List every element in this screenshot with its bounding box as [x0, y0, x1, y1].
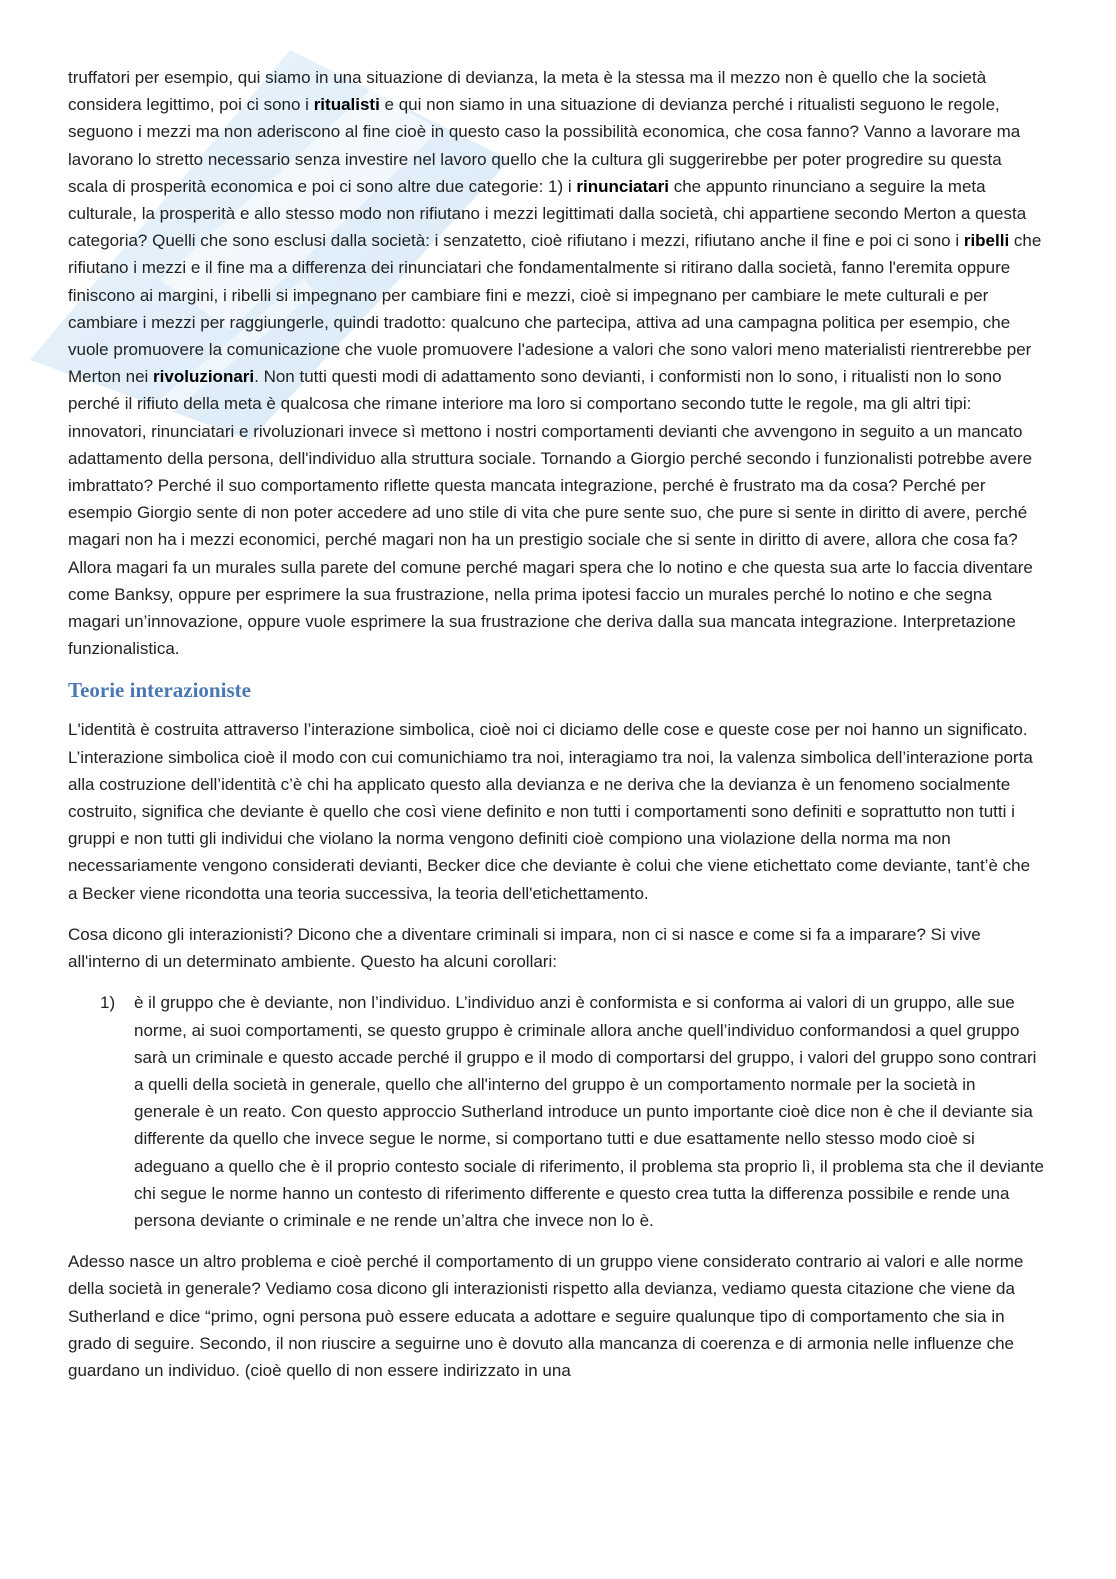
list-item-text: è il gruppo che è deviante, non l’individuo. L’individuo anzi è conformista e si conforma ai valori di un gruppo, alle sue norme, ai suoi comportamenti, se questo gruppo è criminale allora anche quell’individuo conformandosi a quel gruppo sarà un criminale e questo accade perché il gruppo e il modo di comportarsi del gruppo, i valori del gruppo sono contrari a quelli della società in generale, quello che all'interno del gruppo è un comportamento normale per la società in generale è un reato. Con questo approccio Sutherland introduce un punto importante cioè dice non è che il deviante sia differente da quello che invece segue le norme, si comportano tutti e due esattamente nello stesso modo cioè si adeguano a quello che è il proprio contesto sociale di riferimento, il problema sta proprio lì, il problema sta che il deviante chi segue le norme hanno un contesto di riferimento differente e questo crea tutta la differenza possibile e rende una persona deviante o criminale e ne rende un’altra che invece non lo è.	[134, 993, 1045, 1230]
paragraph-interazionisti-intro: Cosa dicono gli interazionisti? Dicono che a diventare criminali si impara, non ci si nasce e come si fa a imparare? Si vive all'interno di un determinato ambiente. Questo ha alcuni corollari:	[68, 924, 981, 972]
document-page	[68, 64, 1044, 1398]
text-segment: che appunto rinunciano a seguire la meta culturale, la prosperità e allo stesso modo non rifiutano i mezzi legittimati dalla società, chi appartiene secondo Merton a questa categoria? Quelli che sono esclusi dalla società: i senzatetto, cioè rifiutano i mezzi, rifiutano anche il fine e poi ci sono i	[68, 176, 1027, 251]
keyword-ritualisti: ritualisti	[313, 95, 380, 115]
list-item-number: 1)	[100, 993, 116, 1013]
keyword-ribelli: ribelli	[963, 231, 1010, 251]
text-segment: che rifiutano i mezzi e il fine ma a differenza dei rinunciatari che fondamentalmente si ritirano dalla società, fanno l'eremita oppure finiscono ai margini, i ribelli si impegnano per cambiare fini e mezzi, cioè si impegnano per cambiare le mete culturali e per cambiare i mezzi per raggiungerle, quindi tradotto: qualcuno che partecipa, attiva ad una campagna politica per esempio, che vuole promuovere la comunicazione che vuole promuovere l'adesione a valori che sono valori meno materialisti rientrerebbe per Merton nei	[68, 231, 1042, 387]
corollari-list	[68, 989, 1044, 1234]
paragraph-interazione-simbolica: L'identità è costruita attraverso l’interazione simbolica, cioè noi ci diciamo delle cose e queste cose per noi hanno un significato. L’interazione simbolica cioè il modo con cui comunichiamo tra noi, interagiamo tra noi, la valenza simbolica dell’interazione porta alla costruzione dell’identità c’è chi ha applicato questo alla devianza e ne deriva che la devianza è un fenomeno socialmente costruito, significa che deviante è quello che così viene definito e non tutti i comportamenti sono definiti e soprattutto non tutti i gruppi e non tutti gli individui che violano la norma vengono definiti cioè compiono una violazione della norma ma non necessariamente vengono considerati devianti, Becker dice che deviante è colui che viene etichettato come deviante, tant’è che a Becker viene ricondotta una teoria successiva, la teoria dell'etichettamento.	[68, 720, 1033, 903]
text-segment: truffatori per esempio, qui siamo in una situazione di devianza, la meta è la stessa ma il mezzo non è quello che la società considera legittimo, poi ci sono i	[68, 68, 987, 115]
keyword-rinunciatari: rinunciatari	[576, 176, 669, 196]
text-segment: . Non tutti questi modi di adattamento sono devianti, i conformisti non lo sono, i ritualisti non lo sono perché il rifiuto della meta è qualcosa che rimane interiore ma loro si comportano secondo tutte le regole, ma gli altri tipi: innovatori, rinunciatari e rivoluzionari invece sì mettono i nostri comportamenti devianti che avvengono in seguito a un mancato adattamento della persona, dell'individuo alla struttura sociale. Tornando a Giorgio perché secondo i funzionalisti potrebbe avere imbrattato? Perché il suo comportamento riflette questa mancata integrazione, perché è frustrato ma da cosa? Perché per esempio Giorgio sente di non poter accedere ad uno stile di vita che pure sente suo, che pure si sente in diritto di avere, perché magari non ha i mezzi economici, perché magari non ha un prestigio sociale che si sente in diritto di avere, allora che cosa fa? Allora magari fa un murales sulla parete del comune perché magari spera che lo notino e che questa sua arte lo faccia diventare come Banksy, oppure per esprimere la sua frustrazione, nella prima ipotesi faccio un murales perché lo notino e che segna magari un’innovazione, oppure vuole esprimere la sua frustrazione che deriva dalla sua mancata integrazione. Interpretazione funzionalistica.	[68, 367, 1033, 659]
text-segment: e qui non siamo in una situazione di devianza perché i ritualisti seguono le regole, seguono i mezzi ma non aderiscono al fine cioè in questo caso la possibilità economica, che cosa fanno? Vanno a lavorare ma lavorano lo stretto necessario senza investire nel lavoro quello che la cultura gli suggerirebbe per poter progredire su questa scala di prosperità economica e poi ci sono altre due categorie: 1) i	[68, 95, 1021, 196]
paragraph-sutherland: Adesso nasce un altro problema e cioè perché il comportamento di un gruppo viene considerato contrario ai valori e alle norme della società in generale? Vediamo cosa dicono gli interazionisti rispetto alla devianza, vediamo questa citazione che viene da Sutherland e dice “primo, ogni persona può essere educata a adottare e seguire qualunque tipo di comportamento che sia in grado di seguire. Secondo, il non riuscire a seguirne uno è dovuto alla mancanza di coerenza e di armonia nelle influenze che guardano un individuo. (cioè quello di non essere indirizzato in una	[68, 1252, 1024, 1380]
keyword-rivoluzionari: rivoluzionari	[153, 367, 255, 387]
list-item	[68, 989, 1044, 1234]
paragraph-merton-adaptation	[68, 64, 1044, 662]
section-heading: Teorie interazioniste	[68, 678, 251, 703]
